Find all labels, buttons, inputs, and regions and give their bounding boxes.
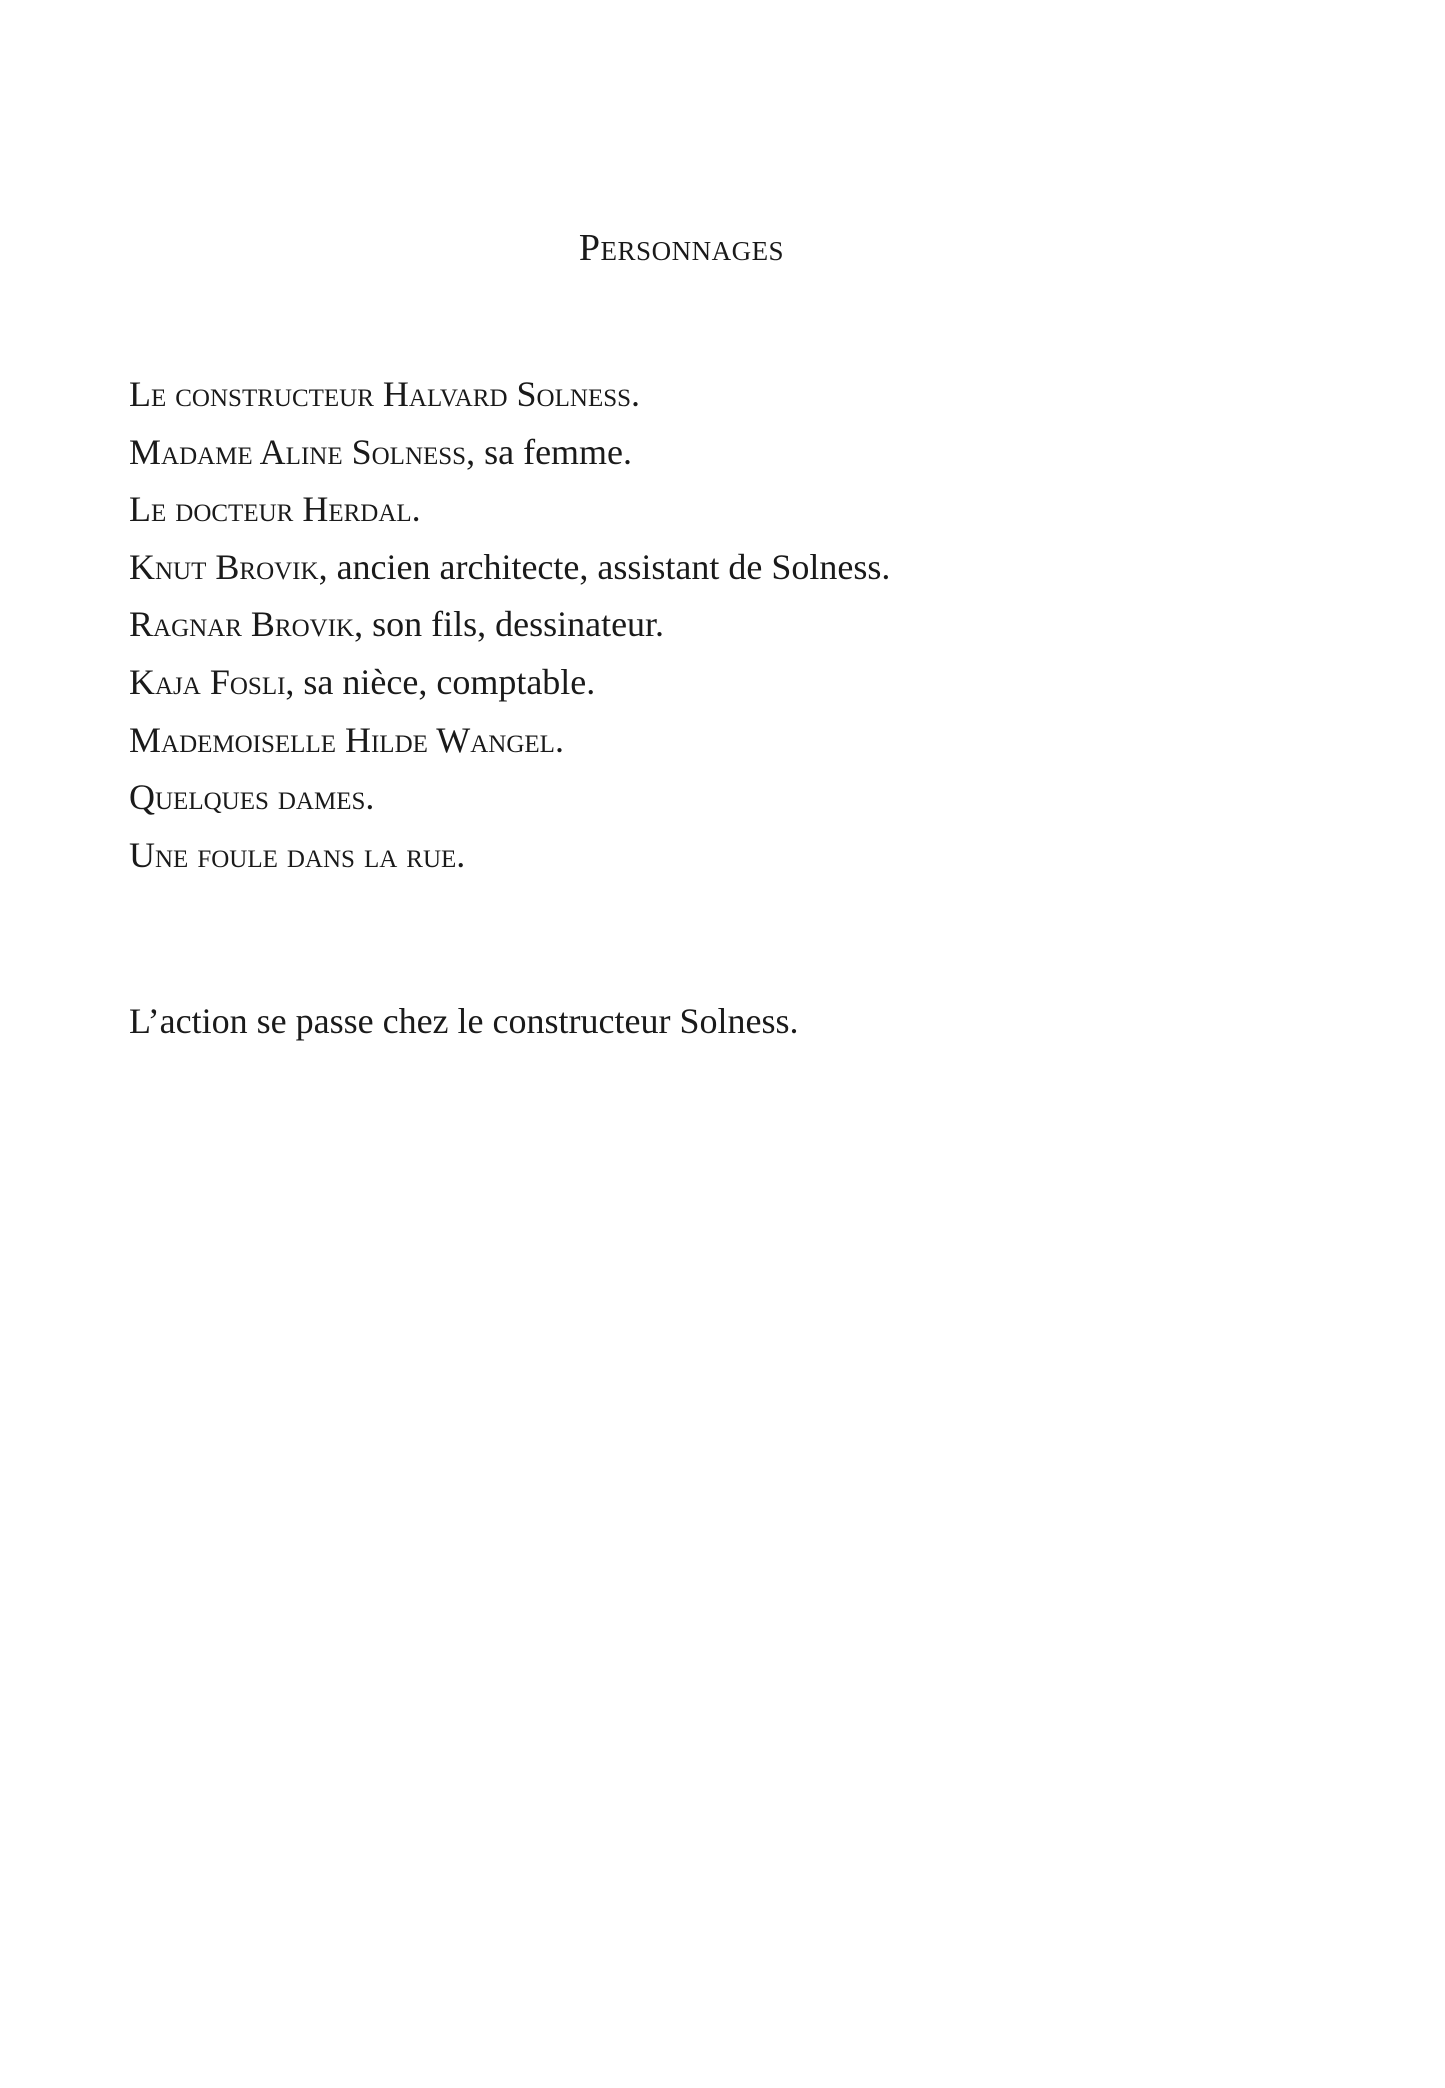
character-name: Kaja Fosli [129, 661, 286, 702]
character-name: Le constructeur Halvard Solness. [129, 374, 641, 414]
cast-item [129, 654, 890, 712]
character-description: , ancien architecte, assistant de Solness. [318, 546, 891, 587]
cast-item [129, 827, 890, 885]
character-name: Ragnar Brovik [129, 604, 355, 645]
character-name: Mademoiselle Hilde Wangel. [129, 719, 564, 760]
page-title: Personnages [578, 227, 785, 269]
cast-list [129, 366, 890, 884]
character-name: Madame Aline Solness [129, 431, 467, 472]
cast-item [129, 769, 890, 827]
cast-item [129, 539, 890, 597]
cast-item [129, 481, 890, 539]
character-description: , son fils, dessinateur. [354, 604, 665, 645]
character-description: , sa nièce, comptable. [285, 661, 596, 702]
cast-item [129, 712, 890, 770]
character-name: Quelques dames. [129, 777, 375, 818]
character-name: Une foule dans la rue. [129, 834, 466, 875]
character-name: Knut Brovik [129, 546, 319, 587]
cast-item [129, 596, 890, 654]
cast-item [129, 424, 890, 482]
character-name: Le docteur Herdal. [129, 489, 421, 530]
setting-note: L’action se passe chez le constructeur Solness. [129, 1001, 799, 1041]
character-description: , sa femme. [466, 431, 633, 472]
cast-item [129, 366, 890, 424]
